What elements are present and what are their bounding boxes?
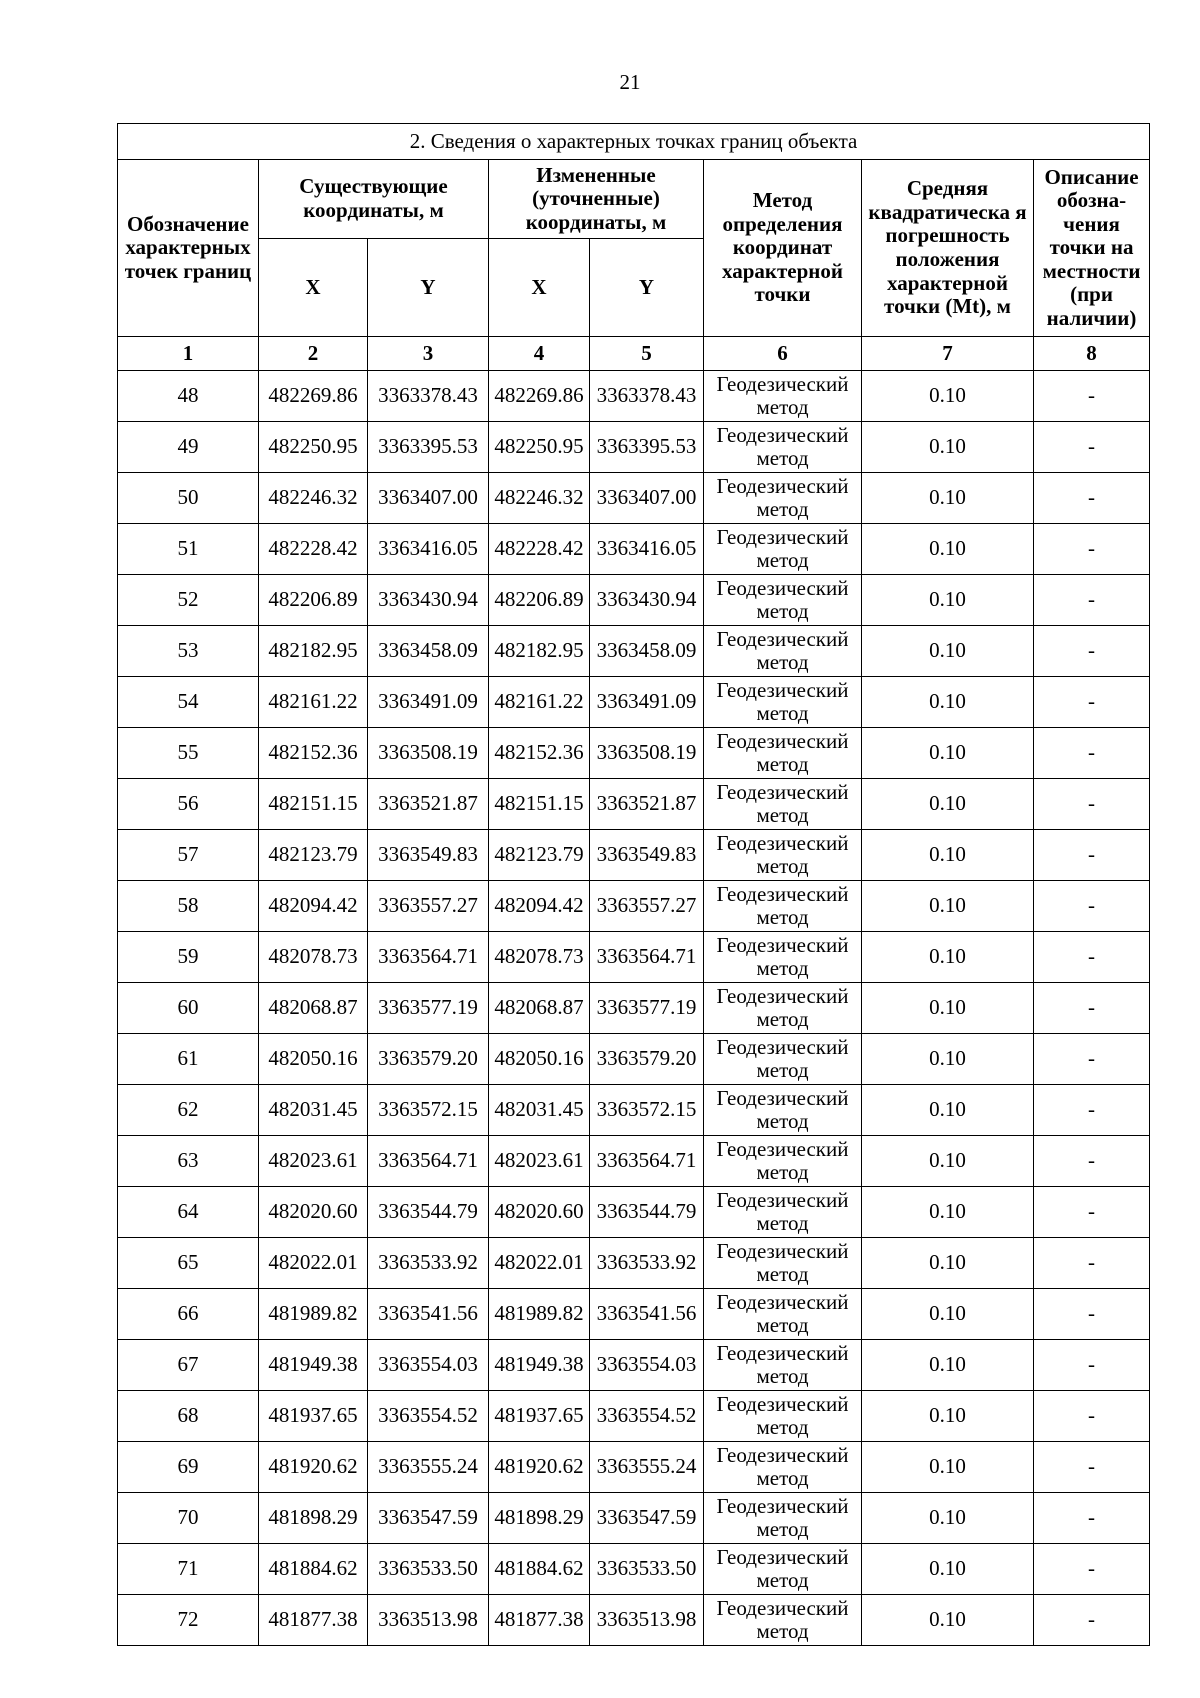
- changed-x-cell: 482094.42: [489, 881, 590, 932]
- existing-y-cell: 3363564.71: [368, 932, 489, 983]
- method-line-1: Геодезический: [716, 371, 849, 396]
- description-cell: -: [1034, 1595, 1150, 1646]
- column-number-row: [118, 337, 1150, 371]
- method-line-1: Геодезический: [716, 1034, 849, 1059]
- method-line-2: метод: [756, 701, 809, 725]
- point-id-cell: 70: [118, 1493, 259, 1544]
- method-line-2: метод: [756, 1160, 809, 1184]
- method-cell: [704, 1595, 862, 1646]
- existing-y-cell: 3363533.50: [368, 1544, 489, 1595]
- existing-x-cell: 482182.95: [259, 626, 368, 677]
- existing-x-cell: 482250.95: [259, 422, 368, 473]
- header-changed-y: Y: [590, 239, 704, 337]
- description-cell: -: [1034, 1238, 1150, 1289]
- header-method: Метод определения координат характерной точки: [704, 160, 862, 337]
- mean-error-cell: 0.10: [862, 1238, 1034, 1289]
- existing-x-cell: 482161.22: [259, 677, 368, 728]
- method-line-1: Геодезический: [716, 1136, 849, 1161]
- mean-error-cell: 0.10: [862, 1136, 1034, 1187]
- changed-y-cell: 3363572.15: [590, 1085, 704, 1136]
- method-line-1: Геодезический: [716, 626, 849, 651]
- column-number-2: 2: [259, 337, 368, 371]
- method-cell: [704, 1544, 862, 1595]
- point-id-cell: 67: [118, 1340, 259, 1391]
- method-line-2: метод: [756, 1313, 809, 1337]
- changed-y-cell: 3363395.53: [590, 422, 704, 473]
- existing-y-cell: 3363547.59: [368, 1493, 489, 1544]
- method-line-1: Геодезический: [716, 1289, 849, 1314]
- method-cell: [704, 1340, 862, 1391]
- method-line-2: метод: [756, 1007, 809, 1031]
- description-cell: -: [1034, 830, 1150, 881]
- changed-y-cell: 3363579.20: [590, 1034, 704, 1085]
- header-changed-coordinates: Измененные (уточненные) координаты, м: [489, 160, 704, 239]
- changed-y-cell: 3363407.00: [590, 473, 704, 524]
- method-line-2: метод: [756, 395, 809, 419]
- point-id-cell: 71: [118, 1544, 259, 1595]
- changed-y-cell: 3363513.98: [590, 1595, 704, 1646]
- existing-y-cell: 3363577.19: [368, 983, 489, 1034]
- method-line-1: Геодезический: [716, 830, 849, 855]
- changed-y-cell: 3363378.43: [590, 371, 704, 422]
- changed-x-cell: 482031.45: [489, 1085, 590, 1136]
- mean-error-cell: 0.10: [862, 1442, 1034, 1493]
- changed-y-cell: 3363547.59: [590, 1493, 704, 1544]
- mean-error-cell: 0.10: [862, 1187, 1034, 1238]
- existing-x-cell: 482123.79: [259, 830, 368, 881]
- changed-x-cell: 482228.42: [489, 524, 590, 575]
- changed-y-cell: 3363549.83: [590, 830, 704, 881]
- table-row: [118, 1136, 1150, 1187]
- table-row: [118, 1238, 1150, 1289]
- changed-y-cell: 3363430.94: [590, 575, 704, 626]
- method-line-2: метод: [756, 1211, 809, 1235]
- description-cell: -: [1034, 881, 1150, 932]
- description-cell: -: [1034, 1544, 1150, 1595]
- changed-x-cell: 482250.95: [489, 422, 590, 473]
- description-cell: -: [1034, 422, 1150, 473]
- existing-x-cell: 482152.36: [259, 728, 368, 779]
- changed-y-cell: 3363533.92: [590, 1238, 704, 1289]
- mean-error-cell: 0.10: [862, 779, 1034, 830]
- changed-y-cell: 3363564.71: [590, 932, 704, 983]
- existing-x-cell: 482022.01: [259, 1238, 368, 1289]
- existing-y-cell: 3363554.52: [368, 1391, 489, 1442]
- method-line-1: Геодезический: [716, 1340, 849, 1365]
- table-row: [118, 881, 1150, 932]
- changed-y-cell: 3363416.05: [590, 524, 704, 575]
- mean-error-cell: 0.10: [862, 677, 1034, 728]
- description-cell: -: [1034, 1034, 1150, 1085]
- changed-x-cell: 482161.22: [489, 677, 590, 728]
- table-row: [118, 626, 1150, 677]
- changed-y-cell: 3363554.52: [590, 1391, 704, 1442]
- point-id-cell: 58: [118, 881, 259, 932]
- description-cell: -: [1034, 524, 1150, 575]
- existing-y-cell: 3363513.98: [368, 1595, 489, 1646]
- method-cell: [704, 575, 862, 626]
- existing-x-cell: 482050.16: [259, 1034, 368, 1085]
- mean-error-cell: 0.10: [862, 1391, 1034, 1442]
- existing-x-cell: 482078.73: [259, 932, 368, 983]
- changed-x-cell: 481877.38: [489, 1595, 590, 1646]
- method-line-2: метод: [756, 905, 809, 929]
- mean-error-cell: 0.10: [862, 473, 1034, 524]
- method-cell: [704, 1442, 862, 1493]
- table-row: [118, 1493, 1150, 1544]
- method-line-2: метод: [756, 1364, 809, 1388]
- method-line-2: метод: [756, 956, 809, 980]
- method-cell: [704, 881, 862, 932]
- method-line-1: Геодезический: [716, 677, 849, 702]
- point-id-cell: 57: [118, 830, 259, 881]
- changed-y-cell: 3363533.50: [590, 1544, 704, 1595]
- existing-x-cell: 482031.45: [259, 1085, 368, 1136]
- mean-error-cell: 0.10: [862, 422, 1034, 473]
- method-cell: [704, 779, 862, 830]
- table-row: [118, 1085, 1150, 1136]
- mean-error-cell: 0.10: [862, 932, 1034, 983]
- method-line-1: Геодезический: [716, 1187, 849, 1212]
- changed-x-cell: 482023.61: [489, 1136, 590, 1187]
- table-row: [118, 1034, 1150, 1085]
- method-line-1: Геодезический: [716, 1085, 849, 1110]
- changed-y-cell: 3363544.79: [590, 1187, 704, 1238]
- existing-y-cell: 3363579.20: [368, 1034, 489, 1085]
- changed-y-cell: 3363521.87: [590, 779, 704, 830]
- method-cell: [704, 473, 862, 524]
- point-id-cell: 59: [118, 932, 259, 983]
- method-line-1: Геодезический: [716, 422, 849, 447]
- column-number-1: 1: [118, 337, 259, 371]
- table-row: [118, 575, 1150, 626]
- method-line-2: метод: [756, 1262, 809, 1286]
- existing-y-cell: 3363554.03: [368, 1340, 489, 1391]
- method-line-1: Геодезический: [716, 1238, 849, 1263]
- changed-x-cell: 482022.01: [489, 1238, 590, 1289]
- description-cell: -: [1034, 983, 1150, 1034]
- method-line-2: метод: [756, 1415, 809, 1439]
- changed-x-cell: 482269.86: [489, 371, 590, 422]
- point-id-cell: 55: [118, 728, 259, 779]
- existing-y-cell: 3363541.56: [368, 1289, 489, 1340]
- method-line-2: метод: [756, 854, 809, 878]
- existing-x-cell: 482094.42: [259, 881, 368, 932]
- column-number-3: 3: [368, 337, 489, 371]
- existing-y-cell: 3363430.94: [368, 575, 489, 626]
- changed-y-cell: 3363557.27: [590, 881, 704, 932]
- method-line-1: Геодезический: [716, 524, 849, 549]
- existing-y-cell: 3363395.53: [368, 422, 489, 473]
- method-line-2: метод: [756, 497, 809, 521]
- existing-x-cell: 482151.15: [259, 779, 368, 830]
- method-line-2: метод: [756, 548, 809, 572]
- table-row: [118, 983, 1150, 1034]
- description-cell: -: [1034, 1493, 1150, 1544]
- changed-y-cell: 3363541.56: [590, 1289, 704, 1340]
- table-row: [118, 1595, 1150, 1646]
- description-cell: -: [1034, 779, 1150, 830]
- point-id-cell: 51: [118, 524, 259, 575]
- existing-x-cell: 481898.29: [259, 1493, 368, 1544]
- table-row: [118, 728, 1150, 779]
- mean-error-cell: 0.10: [862, 1034, 1034, 1085]
- method-line-2: метод: [756, 599, 809, 623]
- existing-x-cell: 481937.65: [259, 1391, 368, 1442]
- description-cell: -: [1034, 932, 1150, 983]
- existing-x-cell: 482228.42: [259, 524, 368, 575]
- existing-x-cell: 481949.38: [259, 1340, 368, 1391]
- existing-x-cell: 481884.62: [259, 1544, 368, 1595]
- existing-y-cell: 3363555.24: [368, 1442, 489, 1493]
- mean-error-cell: 0.10: [862, 371, 1034, 422]
- point-id-cell: 50: [118, 473, 259, 524]
- changed-x-cell: 481898.29: [489, 1493, 590, 1544]
- existing-x-cell: 482020.60: [259, 1187, 368, 1238]
- method-line-1: Геодезический: [716, 1493, 849, 1518]
- method-line-1: Геодезический: [716, 728, 849, 753]
- boundary-points-table: [117, 123, 1150, 1646]
- table-row: [118, 371, 1150, 422]
- method-cell: [704, 422, 862, 473]
- description-cell: -: [1034, 575, 1150, 626]
- existing-x-cell: 482206.89: [259, 575, 368, 626]
- point-id-cell: 48: [118, 371, 259, 422]
- changed-y-cell: 3363564.71: [590, 1136, 704, 1187]
- changed-x-cell: 481937.65: [489, 1391, 590, 1442]
- header-designation: Обозначение характерных точек границ: [118, 160, 259, 337]
- existing-y-cell: 3363564.71: [368, 1136, 489, 1187]
- header-mean-error: Средняя квадратическа я погрешность положения характерной точки (Mt), м: [862, 160, 1034, 337]
- column-number-7: 7: [862, 337, 1034, 371]
- table-row: [118, 473, 1150, 524]
- point-id-cell: 68: [118, 1391, 259, 1442]
- method-cell: [704, 932, 862, 983]
- changed-x-cell: 482050.16: [489, 1034, 590, 1085]
- existing-y-cell: 3363572.15: [368, 1085, 489, 1136]
- method-line-1: Геодезический: [716, 575, 849, 600]
- existing-y-cell: 3363416.05: [368, 524, 489, 575]
- existing-y-cell: 3363508.19: [368, 728, 489, 779]
- description-cell: -: [1034, 626, 1150, 677]
- changed-x-cell: 482068.87: [489, 983, 590, 1034]
- existing-x-cell: 482068.87: [259, 983, 368, 1034]
- changed-x-cell: 481949.38: [489, 1340, 590, 1391]
- existing-y-cell: 3363491.09: [368, 677, 489, 728]
- table-row: [118, 1544, 1150, 1595]
- table-row: [118, 1391, 1150, 1442]
- changed-x-cell: 482151.15: [489, 779, 590, 830]
- changed-x-cell: 482123.79: [489, 830, 590, 881]
- description-cell: -: [1034, 1085, 1150, 1136]
- method-cell: [704, 1289, 862, 1340]
- existing-y-cell: 3363544.79: [368, 1187, 489, 1238]
- method-cell: [704, 728, 862, 779]
- changed-x-cell: 482020.60: [489, 1187, 590, 1238]
- mean-error-cell: 0.10: [862, 830, 1034, 881]
- method-cell: [704, 1187, 862, 1238]
- table-row: [118, 932, 1150, 983]
- existing-x-cell: 482023.61: [259, 1136, 368, 1187]
- header-description: Описание обозна-чения точки на местности (при наличии): [1034, 160, 1150, 337]
- method-line-2: метод: [756, 650, 809, 674]
- method-cell: [704, 983, 862, 1034]
- table-row: [118, 1442, 1150, 1493]
- method-cell: [704, 1136, 862, 1187]
- changed-x-cell: 482246.32: [489, 473, 590, 524]
- method-line-2: метод: [756, 752, 809, 776]
- existing-x-cell: 481877.38: [259, 1595, 368, 1646]
- existing-y-cell: 3363557.27: [368, 881, 489, 932]
- point-id-cell: 60: [118, 983, 259, 1034]
- point-id-cell: 61: [118, 1034, 259, 1085]
- point-id-cell: 64: [118, 1187, 259, 1238]
- point-id-cell: 65: [118, 1238, 259, 1289]
- existing-y-cell: 3363378.43: [368, 371, 489, 422]
- point-id-cell: 72: [118, 1595, 259, 1646]
- header-existing-x: X: [259, 239, 368, 337]
- changed-x-cell: 481989.82: [489, 1289, 590, 1340]
- changed-x-cell: 482152.36: [489, 728, 590, 779]
- description-cell: -: [1034, 1442, 1150, 1493]
- point-id-cell: 69: [118, 1442, 259, 1493]
- description-cell: -: [1034, 371, 1150, 422]
- table-caption: 2. Сведения о характерных точках границ объекта: [118, 124, 1150, 160]
- mean-error-cell: 0.10: [862, 626, 1034, 677]
- table-body: [118, 371, 1150, 1646]
- header-changed-x: X: [489, 239, 590, 337]
- page-number: 21: [619, 70, 641, 94]
- header-existing-coordinates: Существующие координаты, м: [259, 160, 489, 239]
- mean-error-cell: 0.10: [862, 1595, 1034, 1646]
- description-cell: -: [1034, 728, 1150, 779]
- method-line-2: метод: [756, 1619, 809, 1643]
- existing-y-cell: 3363549.83: [368, 830, 489, 881]
- method-cell: [704, 371, 862, 422]
- existing-y-cell: 3363533.92: [368, 1238, 489, 1289]
- mean-error-cell: 0.10: [862, 1340, 1034, 1391]
- point-id-cell: 63: [118, 1136, 259, 1187]
- mean-error-cell: 0.10: [862, 881, 1034, 932]
- mean-error-cell: 0.10: [862, 983, 1034, 1034]
- table-row: [118, 1289, 1150, 1340]
- mean-error-cell: 0.10: [862, 1289, 1034, 1340]
- mean-error-cell: 0.10: [862, 575, 1034, 626]
- method-cell: [704, 1391, 862, 1442]
- changed-y-cell: 3363555.24: [590, 1442, 704, 1493]
- existing-x-cell: 481920.62: [259, 1442, 368, 1493]
- method-cell: [704, 1085, 862, 1136]
- existing-y-cell: 3363458.09: [368, 626, 489, 677]
- table-row: [118, 779, 1150, 830]
- description-cell: -: [1034, 473, 1150, 524]
- existing-x-cell: 482269.86: [259, 371, 368, 422]
- method-cell: [704, 626, 862, 677]
- method-line-2: метод: [756, 446, 809, 470]
- mean-error-cell: 0.10: [862, 1493, 1034, 1544]
- column-number-4: 4: [489, 337, 590, 371]
- method-line-1: Геодезический: [716, 1442, 849, 1467]
- changed-x-cell: 481884.62: [489, 1544, 590, 1595]
- description-cell: -: [1034, 677, 1150, 728]
- changed-x-cell: 482078.73: [489, 932, 590, 983]
- changed-x-cell: 482182.95: [489, 626, 590, 677]
- table-row: [118, 422, 1150, 473]
- method-cell: [704, 677, 862, 728]
- column-number-6: 6: [704, 337, 862, 371]
- method-cell: [704, 524, 862, 575]
- existing-y-cell: 3363407.00: [368, 473, 489, 524]
- changed-x-cell: 481920.62: [489, 1442, 590, 1493]
- changed-y-cell: 3363554.03: [590, 1340, 704, 1391]
- method-line-2: метод: [756, 1058, 809, 1082]
- method-line-2: метод: [756, 1517, 809, 1541]
- method-line-1: Геодезический: [716, 881, 849, 906]
- point-id-cell: 56: [118, 779, 259, 830]
- method-cell: [704, 830, 862, 881]
- point-id-cell: 66: [118, 1289, 259, 1340]
- mean-error-cell: 0.10: [862, 524, 1034, 575]
- mean-error-cell: 0.10: [862, 1085, 1034, 1136]
- method-line-1: Геодезический: [716, 1595, 849, 1620]
- changed-x-cell: 482206.89: [489, 575, 590, 626]
- point-id-cell: 62: [118, 1085, 259, 1136]
- point-id-cell: 52: [118, 575, 259, 626]
- table-row: [118, 830, 1150, 881]
- changed-y-cell: 3363491.09: [590, 677, 704, 728]
- description-cell: -: [1034, 1391, 1150, 1442]
- method-line-1: Геодезический: [716, 473, 849, 498]
- changed-y-cell: 3363508.19: [590, 728, 704, 779]
- existing-y-cell: 3363521.87: [368, 779, 489, 830]
- point-id-cell: 53: [118, 626, 259, 677]
- method-cell: [704, 1493, 862, 1544]
- method-line-1: Геодезический: [716, 932, 849, 957]
- method-line-1: Геодезический: [716, 983, 849, 1008]
- method-line-2: метод: [756, 1568, 809, 1592]
- header-existing-y: Y: [368, 239, 489, 337]
- column-number-8: 8: [1034, 337, 1150, 371]
- description-cell: -: [1034, 1187, 1150, 1238]
- table-row: [118, 677, 1150, 728]
- method-line-2: метод: [756, 1466, 809, 1490]
- table-row: [118, 1187, 1150, 1238]
- point-id-cell: 49: [118, 422, 259, 473]
- method-cell: [704, 1238, 862, 1289]
- table-row: [118, 1340, 1150, 1391]
- mean-error-cell: 0.10: [862, 1544, 1034, 1595]
- method-line-2: метод: [756, 803, 809, 827]
- method-line-1: Геодезический: [716, 779, 849, 804]
- existing-x-cell: 482246.32: [259, 473, 368, 524]
- changed-y-cell: 3363458.09: [590, 626, 704, 677]
- mean-error-cell: 0.10: [862, 728, 1034, 779]
- changed-y-cell: 3363577.19: [590, 983, 704, 1034]
- description-cell: -: [1034, 1340, 1150, 1391]
- description-cell: -: [1034, 1289, 1150, 1340]
- description-cell: -: [1034, 1136, 1150, 1187]
- method-cell: [704, 1034, 862, 1085]
- table-row: [118, 524, 1150, 575]
- point-id-cell: 54: [118, 677, 259, 728]
- method-line-2: метод: [756, 1109, 809, 1133]
- method-line-1: Геодезический: [716, 1391, 849, 1416]
- column-number-5: 5: [590, 337, 704, 371]
- method-line-1: Геодезический: [716, 1544, 849, 1569]
- existing-x-cell: 481989.82: [259, 1289, 368, 1340]
